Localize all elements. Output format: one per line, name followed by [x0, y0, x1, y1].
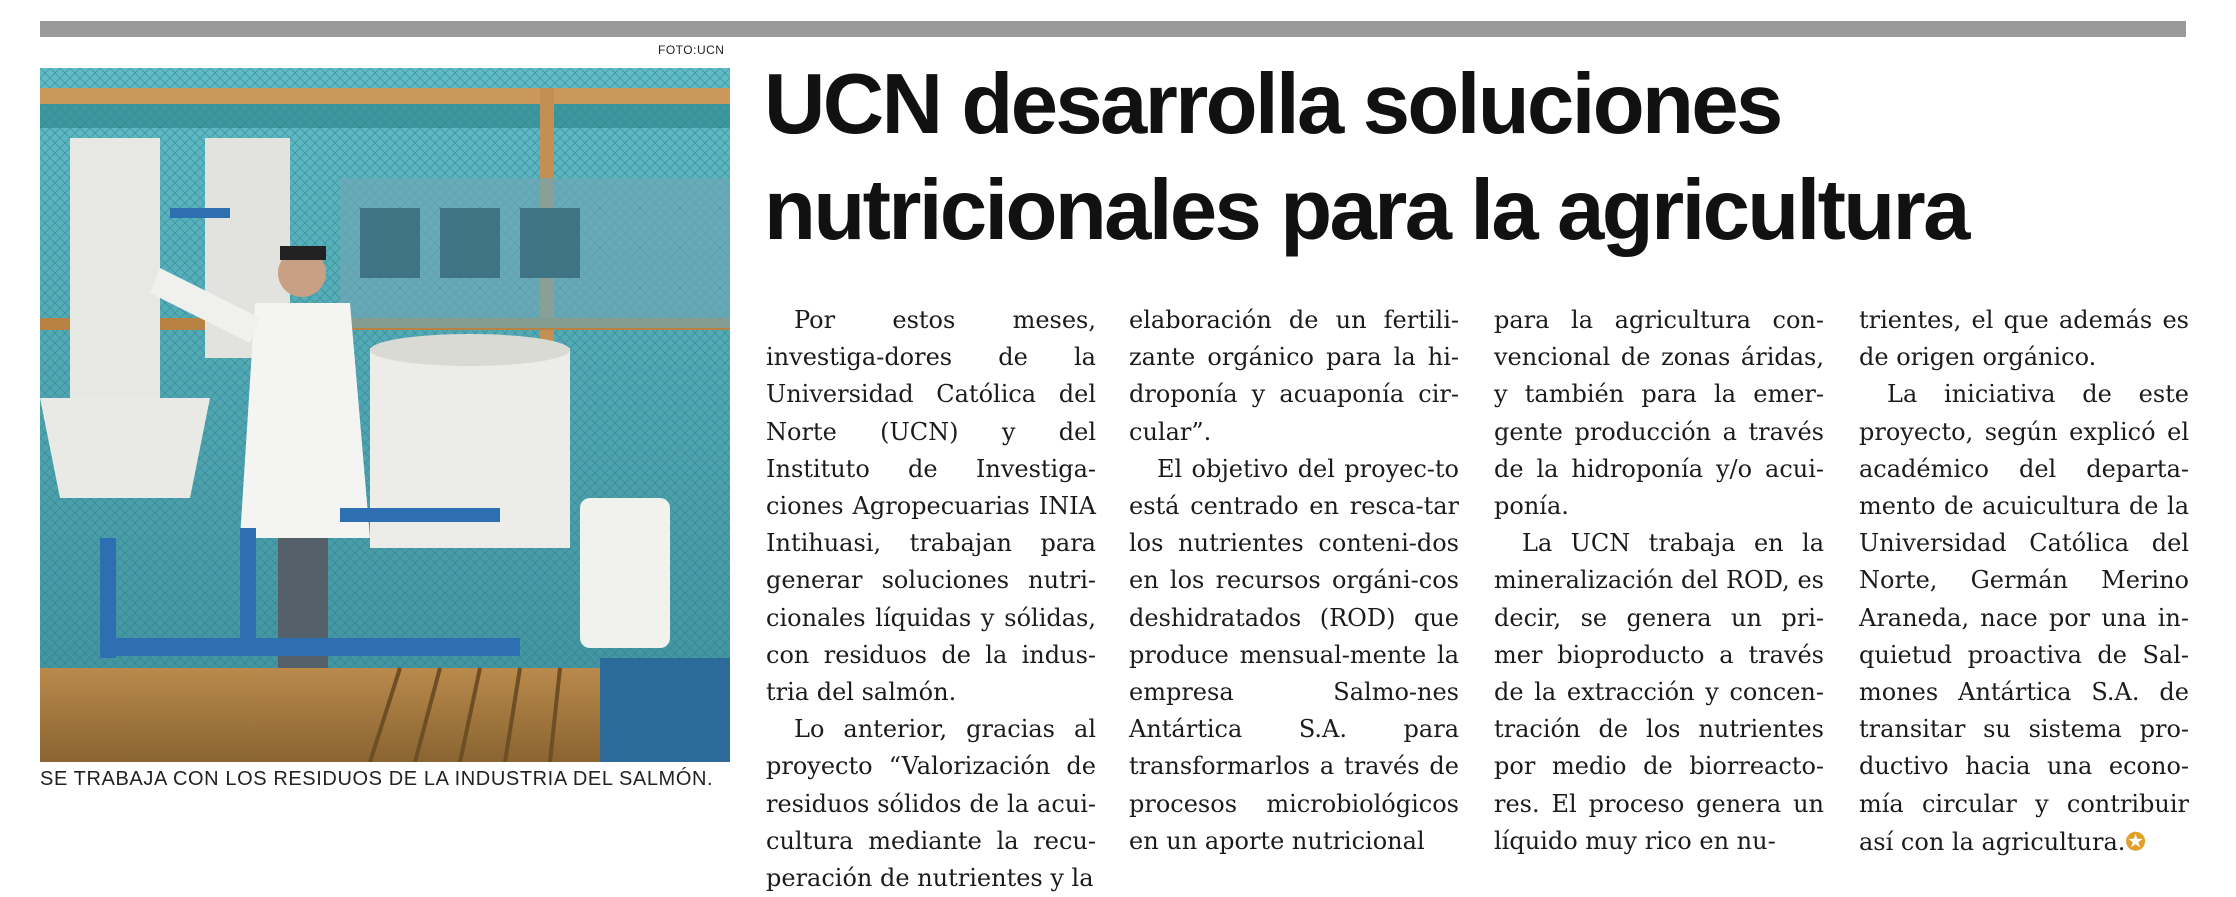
body-column-4: trientes, el que además es de origen orgánico. La iniciativa de este proyecto, según explicó el académico del departa-mento de acuicultura de la Universidad Católica del Norte, Germán Merino Araneda, nace por una in-quietud proactiva de Sal-mones Antártica S.A. de transitar su sistema pro-ductivo hacia una econo-mía circular y contribuir así con la agricultura.✪ — [1859, 306, 2189, 856]
end-of-article-icon: ✪ — [2125, 826, 2146, 856]
headline-line-2: nutricionales para la agricultura — [764, 163, 1968, 258]
body-column-3: para la agricultura con-vencional de zonas áridas, y también para la emer-gente producción a través de la hidroponía y/o acui-ponía. La UCN trabaja en la mineralización del ROD, es decir, se genera un pri-mer bioproducto a través de la extracción y concen-tración de los nutrientes por medio de biorreacto-res. El proceso genera un líquido muy rico en nu- — [1494, 306, 1824, 855]
body-column-2: elaboración de un fertili-zante orgánico para la hi-droponía y acuaponía cir-cular”. El objetivo del proyec-to está centrado en resca-tar los nutrientes conteni-dos en los recursos orgáni-cos deshidratados (ROD) que produce mensual-mente la empresa Salmo-nes Antártica S.A. para transformarlos a través de procesos microbiológicos en un aporte nutricional — [1129, 306, 1459, 855]
clipped-top-strip — [0, 0, 2236, 6]
body-column-1: Por estos meses, investiga-dores de la Universidad Católica del Norte (UCN) y del Instituto de Investiga-ciones Agropecuarias INIA Intihuasi, trabajan para generar soluciones nutri-cionales líquidas y sólidas, con residuos de la indus-tria del salmón. Lo anterior, gracias al proyecto “Valorización de residuos sólidos de la acui-cultura mediante la recu-peración de nutrientes y la — [766, 306, 1096, 893]
photo-credit: FOTO:UCN — [658, 43, 725, 57]
article-photo — [40, 68, 730, 762]
headline — [764, 52, 2184, 264]
section-rule-bar — [40, 21, 2186, 37]
headline-line-1: UCN desarrolla soluciones — [764, 57, 1781, 152]
photo-caption: SE TRABAJA CON LOS RESIDUOS DE LA INDUSTRIA DEL SALMÓN. — [40, 768, 714, 790]
